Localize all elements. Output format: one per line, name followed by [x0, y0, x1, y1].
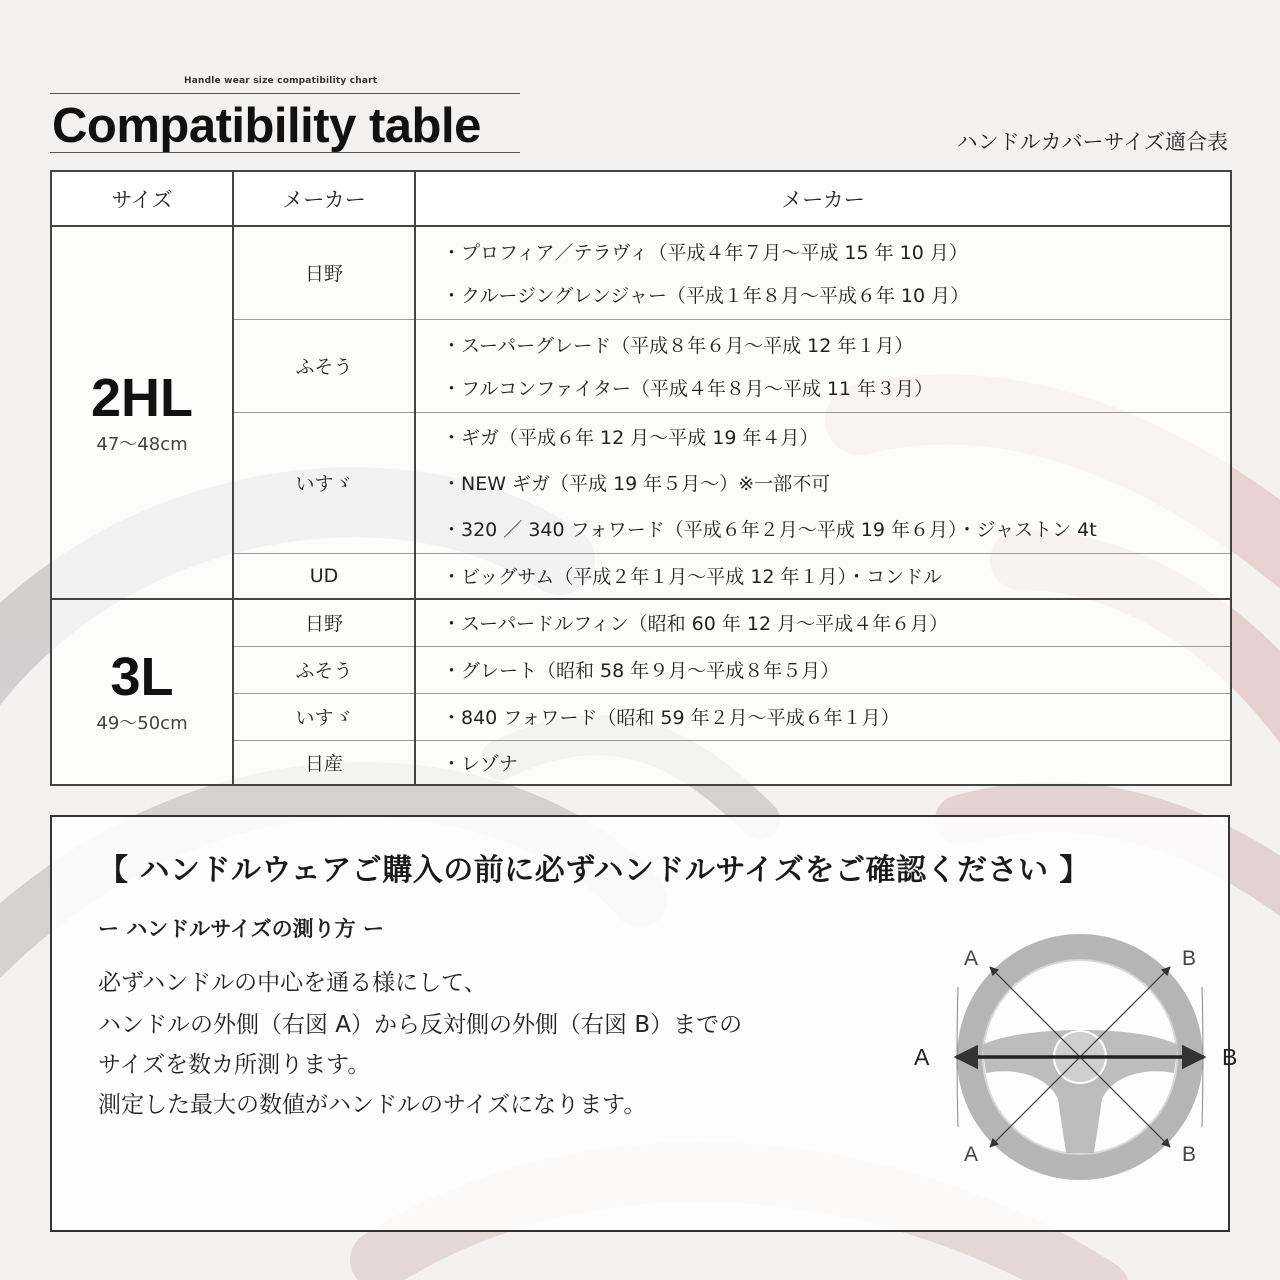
size-label: 3L — [110, 647, 174, 707]
instruction-line: 必ずハンドルの中心を通る様にして、 — [98, 970, 487, 996]
models-cell — [415, 319, 1231, 412]
maker-cell: ふそう — [233, 646, 415, 693]
table-row — [51, 599, 1231, 646]
maker-cell: 日産 — [233, 740, 415, 785]
model-item: ・ビッグサム（平成２年１月～平成 12 年１月）・コンドル — [442, 566, 943, 589]
title-rule-bottom — [50, 152, 520, 153]
label-a-bottom: A — [964, 1143, 979, 1166]
models-cell — [415, 226, 1231, 319]
table-row — [51, 226, 1231, 319]
size-range: 49～50cm — [96, 713, 188, 734]
label-b-middle: B — [1222, 1044, 1238, 1070]
size-label: 2HL — [90, 367, 193, 428]
page-title-jp: ハンドルカバーサイズ適合表 — [956, 130, 1228, 154]
label-b-bottom: B — [1182, 1143, 1197, 1166]
instruction-line: ハンドルの外側（右図 A）から反対側の外側（右図 B）までの — [98, 1012, 743, 1038]
maker-cell: 日野 — [233, 599, 415, 646]
model-item: ・ギガ（平成６年 12 月～平成 19 年４月） — [442, 427, 819, 449]
model-item: ・スーパーグレード（平成８年６月～平成 12 年１月） — [442, 334, 914, 357]
model-item: ・NEW ギガ（平成 19 年５月～）※一部不可 — [442, 473, 831, 495]
maker-cell: いすゞ — [233, 412, 415, 553]
models-cell — [415, 412, 1231, 553]
table-header-row — [51, 171, 1231, 226]
maker-cell: ふそう — [233, 319, 415, 412]
models-cell — [415, 599, 1231, 646]
maker-cell: いすゞ — [233, 693, 415, 740]
models-cell — [415, 693, 1231, 740]
model-item: ・レゾナ — [442, 752, 519, 775]
size-cell-2hl — [51, 226, 233, 599]
header-size: サイズ — [51, 171, 233, 226]
header-maker: メーカー — [233, 171, 415, 226]
instruction-line: サイズを数カ所測ります。 — [98, 1052, 371, 1078]
model-item: ・320 ／ 340 フォワード（平成６年２月～平成 19 年６月）・ジャストン 4t — [442, 519, 1097, 541]
models-cell — [415, 553, 1231, 599]
header-models: メーカー — [415, 171, 1231, 226]
label-b-top: B — [1182, 947, 1197, 970]
model-item: ・プロフィア／テラヴィ（平成４年７月～平成 15 年 10 月） — [442, 241, 968, 264]
instruction-line: 測定した最大の数値がハンドルのサイズになります。 — [98, 1092, 647, 1118]
measure-notice-box — [50, 815, 1238, 1232]
compatibility-table — [50, 170, 1232, 786]
maker-cell: 日野 — [233, 226, 415, 319]
models-cell — [415, 646, 1231, 693]
steering-wheel-diagram — [862, 927, 1238, 1187]
label-a-middle: A — [914, 1044, 930, 1070]
page-title: Compatibility table — [52, 99, 481, 153]
title-rule-top — [50, 93, 520, 94]
model-item: ・スーパードルフィン（昭和 60 年 12 月～平成４年６月） — [442, 613, 949, 636]
models-cell — [415, 740, 1231, 785]
model-item: ・フルコンファイター（平成４年８月～平成 11 年３月） — [442, 377, 934, 400]
how-to-measure-title: ー ハンドルサイズの測り方 ー — [98, 917, 384, 941]
model-item: ・グレート（昭和 58 年９月～平成８年５月） — [442, 660, 840, 682]
model-item: ・840 フォワード（昭和 59 年２月～平成６年１月） — [442, 707, 900, 729]
size-range: 47～48cm — [96, 433, 188, 455]
notice-heading: 【 ハンドルウェアご購入の前に必ずハンドルサイズをご確認ください 】 — [98, 853, 1090, 888]
model-item: ・クルージングレンジャー（平成１年８月～平成６年 10 月） — [442, 284, 970, 307]
maker-cell: UD — [233, 553, 415, 599]
header-subtitle: Handle wear size compatibility chart — [184, 76, 378, 86]
size-cell-3l — [51, 599, 233, 785]
label-a-top: A — [964, 947, 979, 970]
